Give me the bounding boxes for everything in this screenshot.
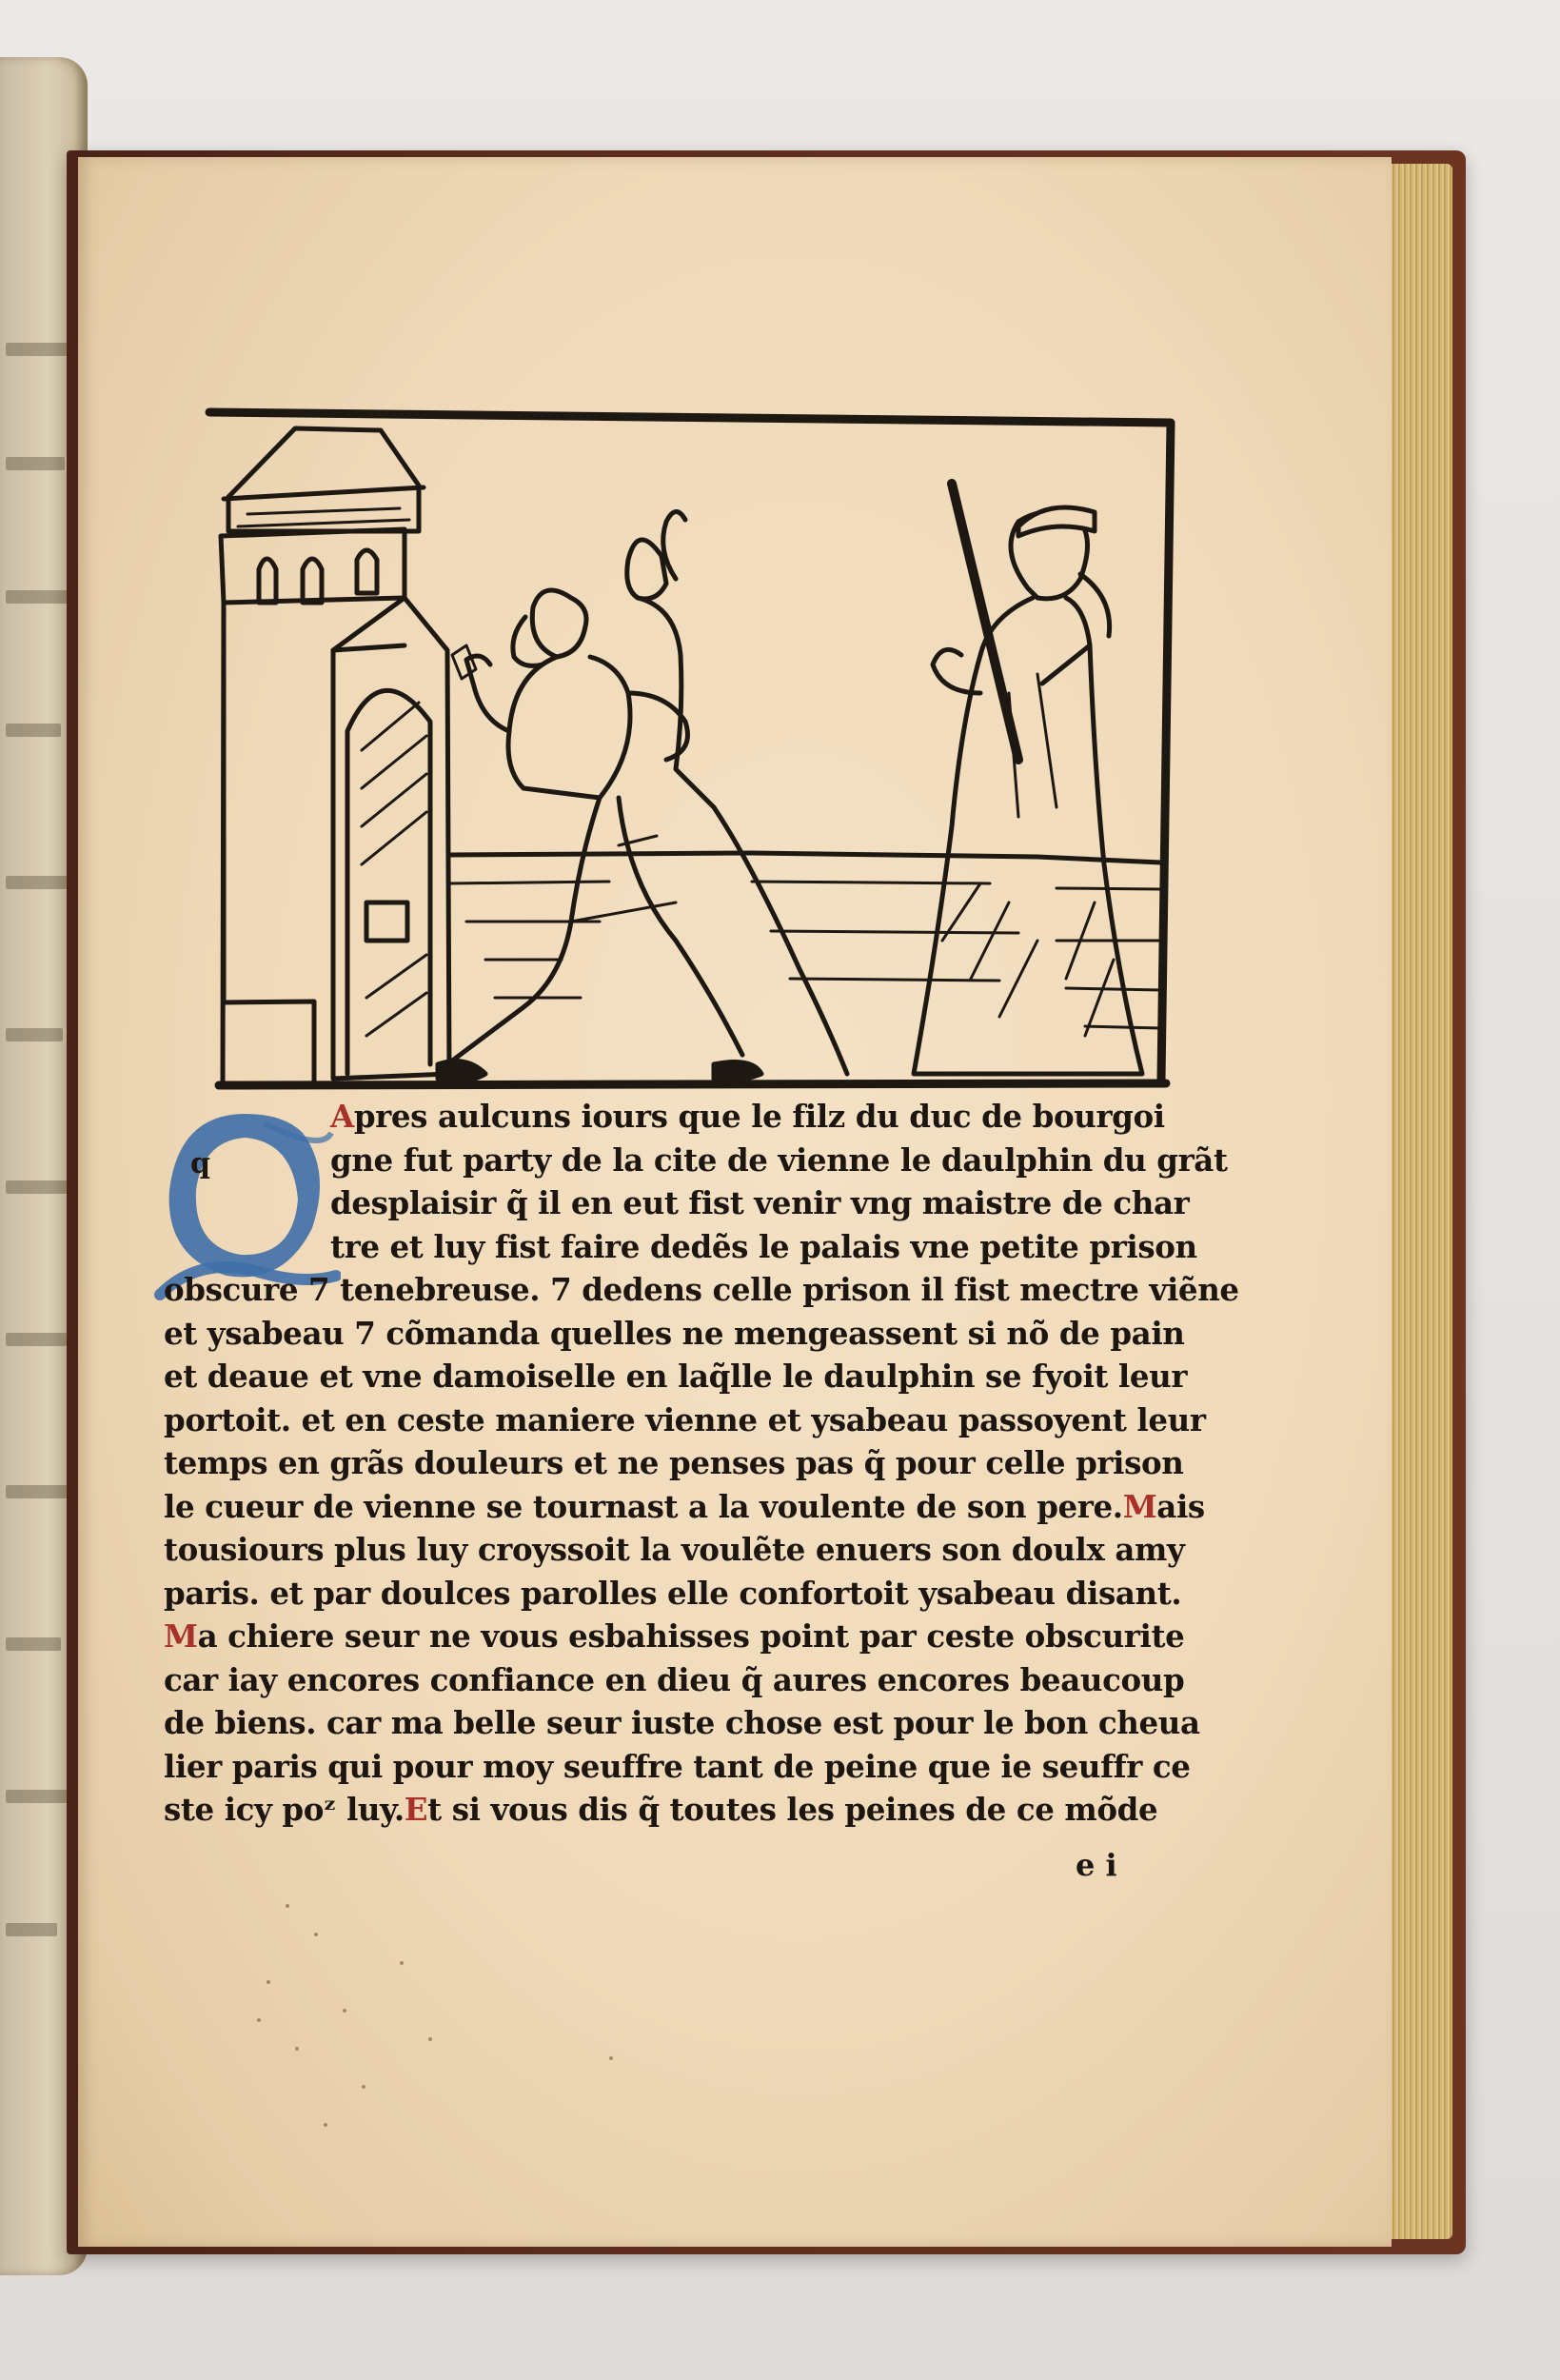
- body-text: [164, 1095, 1239, 1832]
- line-text: desplaisir q̃ il en eut fist venir vng maistre de char: [330, 1184, 1190, 1221]
- text-line: [164, 1615, 1185, 1658]
- text-line: [164, 1139, 1228, 1182]
- line-text-tail: t si vous dis q̃ toutes les peines de ce mõde: [427, 1791, 1158, 1828]
- bleed-through-line: [6, 1790, 69, 1803]
- rubricated-letter: M: [164, 1617, 198, 1655]
- text-line: [164, 1485, 1205, 1529]
- text-line: [164, 1355, 1188, 1398]
- bleed-through-line: [6, 1923, 57, 1936]
- line-text: tre et luy fist faire dedẽs le palais vne petite prison: [330, 1227, 1197, 1265]
- line-text: temps en grãs douleurs et ne penses pas q̃ pour celle prison: [164, 1444, 1184, 1481]
- line-text: portoit. et en ceste maniere vienne et ysabeau passoyent leur: [164, 1400, 1206, 1438]
- bleed-through-line: [6, 1180, 74, 1194]
- bleed-through-line: [6, 1028, 63, 1041]
- line-text: et ysabeau 7 cõmanda quelles ne mengeassent si nõ de pain: [164, 1314, 1185, 1352]
- woodcut-drawing: [181, 407, 1175, 1093]
- line-text: ste icy poᶻ luy.: [164, 1791, 405, 1828]
- text-line: [164, 1441, 1184, 1485]
- rubricated-letter: M: [1122, 1487, 1157, 1525]
- foxing-speck: [428, 2037, 432, 2041]
- line-text: paris. et par doulces parolles elle confortoit ysabeau disant.: [164, 1574, 1182, 1612]
- text-line: [164, 1658, 1185, 1702]
- line-text: tousiours plus luy croyssoit la voulẽte enuers son doulx amy: [164, 1531, 1185, 1568]
- line-text: le cueur de vienne se tournast a la voulente de son pere.: [164, 1487, 1123, 1525]
- foxing-speck: [609, 2056, 613, 2060]
- rubricated-letter: A: [330, 1098, 354, 1135]
- text-line: [164, 1181, 1190, 1225]
- line-text: gne fut party de la cite de vienne le daulphin du grãt: [330, 1140, 1228, 1179]
- bleed-through-line: [6, 876, 70, 889]
- foxing-speck: [314, 1933, 318, 1936]
- text-line: [164, 1528, 1185, 1572]
- text-line: [164, 1701, 1200, 1745]
- foxing-speck: [257, 2018, 261, 2022]
- bleed-through-line: [6, 1333, 67, 1346]
- bleed-through-line: [6, 1485, 72, 1498]
- bleed-through-line: [6, 590, 76, 604]
- rubricated-letter: E: [404, 1791, 428, 1828]
- text-line: [164, 1398, 1206, 1442]
- woodcut-illustration: [181, 407, 1175, 1093]
- line-text: a chiere seur ne vous esbahisses point par ceste obscurite: [197, 1617, 1185, 1655]
- text-line: [164, 1572, 1182, 1616]
- foxing-speck: [324, 2123, 327, 2127]
- guide-letter: q: [190, 1147, 210, 1180]
- line-text: et deaue et vne damoiselle en laq̃lle le daulphin se fyoit leur: [164, 1358, 1188, 1395]
- foxing-speck: [362, 2085, 365, 2089]
- bleed-through-line: [6, 343, 72, 356]
- text-line: [164, 1095, 1175, 1139]
- text-line: [164, 1745, 1191, 1789]
- text-line: [164, 1268, 1239, 1312]
- text-line: [164, 1225, 1197, 1269]
- foxing-speck: [267, 1980, 270, 1984]
- bleed-through-line: [6, 724, 61, 737]
- foxing-speck: [343, 2009, 346, 2013]
- signature-mark: e i: [1076, 1847, 1117, 1883]
- bleed-through-line: [6, 457, 65, 470]
- line-text: lier paris qui pour moy seuffre tant de peine que ie seuffr ce: [164, 1747, 1191, 1785]
- foxing-speck: [286, 1904, 289, 1908]
- foxing-speck: [400, 1961, 404, 1965]
- bleed-through-line: [6, 1637, 61, 1651]
- line-text: pres aulcuns iours que le filz du duc de bourgoi: [353, 1098, 1165, 1135]
- line-text: car iay encores confiance en dieu q̃ aures encores beaucoup: [164, 1660, 1185, 1698]
- line-text: de biens. car ma belle seur iuste chose est pour le bon cheua: [164, 1704, 1200, 1741]
- text-line: [164, 1312, 1185, 1356]
- foxing-speck: [295, 2047, 299, 2051]
- text-line: [164, 1788, 1175, 1832]
- line-text: obscure 7 tenebreuse. 7 dedens celle prison il fist mectre viẽne: [164, 1271, 1239, 1308]
- line-text-tail: ais: [1156, 1487, 1205, 1525]
